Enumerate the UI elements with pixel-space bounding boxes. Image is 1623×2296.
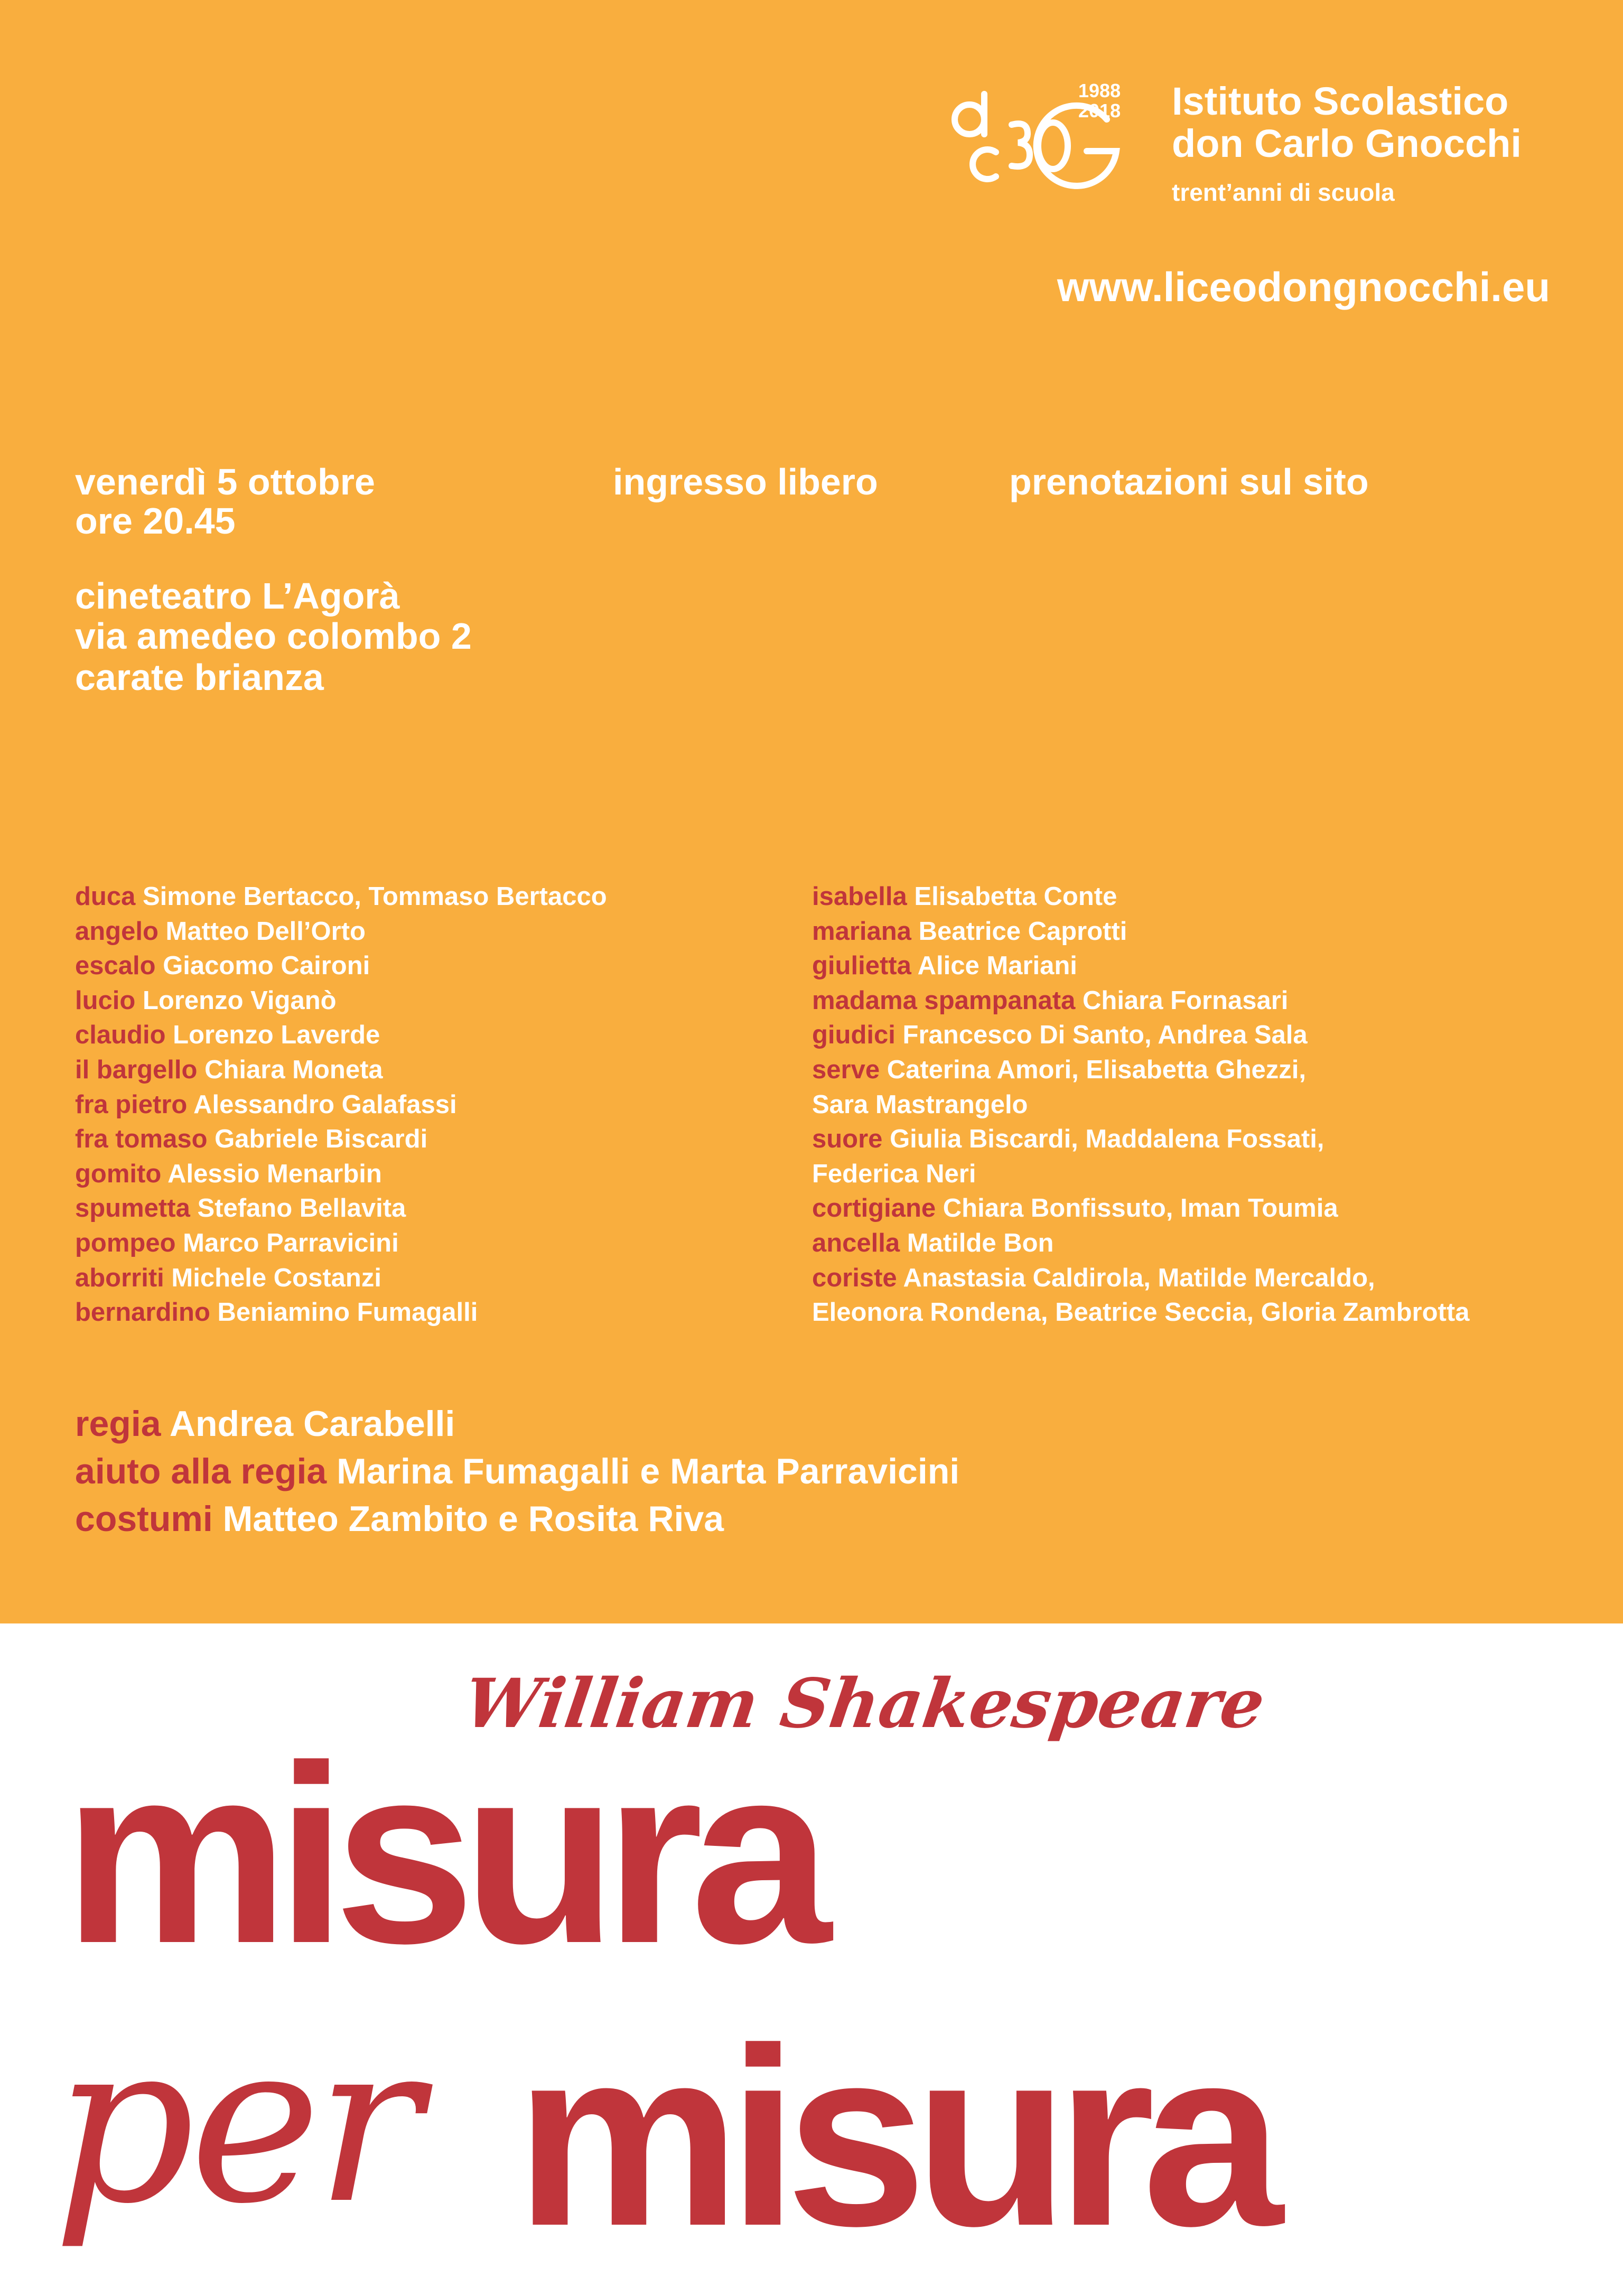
venue-line1: cineteatro L’Agorà <box>75 575 400 617</box>
website-link[interactable]: www.liceodongnocchi.eu <box>1057 264 1550 310</box>
cast-entry <box>75 1088 607 1123</box>
cast-entry-names: Caterina Amori, Elisabetta Ghezzi, <box>887 1055 1306 1084</box>
cast-entry-role: pompeo <box>75 1228 176 1257</box>
cast-entry-names: Elisabetta Conte <box>914 882 1117 911</box>
venue-line2: via amedeo colombo 2 <box>75 615 472 657</box>
cast-entry-names: Matteo Dell’Orto <box>165 917 366 946</box>
cast-entry-role: suore <box>812 1125 883 1154</box>
cast-list-right <box>812 880 1469 1330</box>
title-line3: misura <box>515 1995 1271 2279</box>
cast-entry <box>75 1226 607 1261</box>
cast-entry-names: Giacomo Caironi <box>163 951 370 981</box>
cast-entry <box>812 949 1469 984</box>
cast-entry <box>75 984 607 1019</box>
cast-entry <box>75 949 607 984</box>
cast-entry-names: Sara Mastrangelo <box>812 1090 1028 1119</box>
title-line2: per <box>53 1994 417 2253</box>
cast-entry-names: Eleonora Rondena, Beatrice Seccia, Gloria Zambrotta <box>812 1298 1470 1327</box>
cast-entry-role: serve <box>812 1055 880 1084</box>
cast-entry-names: Chiara Bonfissuto, Iman Toumia <box>943 1194 1338 1223</box>
cast-entry-role: escalo <box>75 951 156 981</box>
cast-entry <box>75 1157 607 1192</box>
institute-name-line1: Istituto Scolastico <box>1172 79 1509 123</box>
cast-entry-names: Francesco Di Santo, Andrea Sala <box>902 1021 1308 1050</box>
cast-entry-names: Anastasia Caldirola, Matilde Mercaldo, <box>903 1263 1375 1292</box>
cast-entry-role: coriste <box>812 1263 897 1292</box>
credits-list <box>75 1400 959 1543</box>
cast-entry <box>812 984 1469 1019</box>
cast-entry-role: cortigiane <box>812 1194 936 1223</box>
cast-entry-role: bernardino <box>75 1298 210 1327</box>
cast-entry-names: Simone Bertacco, Tommaso Bertacco <box>143 882 607 911</box>
event-time: ore 20.45 <box>75 500 236 542</box>
cast-entry <box>812 1157 1469 1192</box>
cast-entry-names: Beatrice Caprotti <box>918 917 1127 946</box>
cast-entry-names: Chiara Moneta <box>204 1055 383 1084</box>
event-entry: ingresso libero <box>613 461 878 502</box>
credit-entry-names: Andrea Carabelli <box>169 1404 455 1444</box>
cast-entry-role: angelo <box>75 917 158 946</box>
cast-entry-names: Lorenzo Viganò <box>142 986 337 1015</box>
cast-list-left <box>75 880 607 1330</box>
cast-entry <box>812 914 1469 949</box>
institute-logo-icon <box>948 73 1139 194</box>
cast-entry <box>75 1122 607 1157</box>
cast-entry-role: spumetta <box>75 1194 190 1223</box>
credit-entry-role: costumi <box>75 1499 213 1539</box>
cast-entry <box>75 880 607 914</box>
cast-entry-names: Alessandro Galafassi <box>193 1090 457 1119</box>
cast-entry-names: Beniamino Fumagalli <box>217 1298 478 1327</box>
cast-entry-names: Michele Costanzi <box>171 1263 381 1292</box>
credit-entry-role: regia <box>75 1404 161 1444</box>
cast-entry-names: Marco Parravicini <box>183 1228 399 1257</box>
cast-entry <box>75 1191 607 1226</box>
cast-entry-names: Chiara Fornasari <box>1083 986 1289 1015</box>
cast-entry-role: gomito <box>75 1159 162 1188</box>
cast-entry <box>812 1018 1469 1053</box>
cast-entry <box>812 1226 1469 1261</box>
cast-entry-names: Alice Mariani <box>917 951 1077 981</box>
cast-entry-role: giudici <box>812 1021 896 1050</box>
credit-entry <box>75 1495 959 1543</box>
cast-entry-role: lucio <box>75 986 136 1015</box>
cast-entry-role: claudio <box>75 1021 166 1050</box>
credit-entry-role: aiuto alla regia <box>75 1451 327 1491</box>
cast-entry <box>75 1018 607 1053</box>
cast-entry-role: aborriti <box>75 1263 164 1292</box>
cast-entry-names: Alessio Menarbin <box>167 1159 382 1188</box>
cast-entry-names: Matilde Bon <box>907 1228 1054 1257</box>
credit-entry-names: Matteo Zambito e Rosita Riva <box>222 1499 724 1539</box>
cast-entry <box>812 1122 1469 1157</box>
title-line1: misura <box>63 1712 819 1996</box>
cast-entry-role: fra pietro <box>75 1090 188 1119</box>
cast-entry <box>812 880 1469 914</box>
cast-entry <box>75 1295 607 1330</box>
cast-entry-names: Giulia Biscardi, Maddalena Fossati, <box>890 1125 1324 1154</box>
cast-entry-role: isabella <box>812 882 907 911</box>
cast-entry-names: Lorenzo Laverde <box>173 1021 380 1050</box>
credit-entry-names: Marina Fumagalli e Marta Parravicini <box>337 1451 960 1491</box>
cast-entry <box>75 1261 607 1296</box>
cast-entry <box>812 1191 1469 1226</box>
cast-entry <box>812 1261 1469 1296</box>
logo-years-top: 1988 <box>1078 80 1121 101</box>
credit-entry <box>75 1448 959 1495</box>
event-date: venerdì 5 ottobre <box>75 461 375 502</box>
cast-entry-names: Federica Neri <box>812 1159 976 1188</box>
credit-entry <box>75 1400 959 1448</box>
cast-entry-names: Gabriele Biscardi <box>214 1125 428 1154</box>
institute-name-line2: don Carlo Gnocchi <box>1172 122 1522 165</box>
cast-entry <box>812 1295 1469 1330</box>
cast-entry <box>75 914 607 949</box>
author-name: William Shakespeare <box>459 1664 1270 1743</box>
venue-line3: carate brianza <box>75 657 324 698</box>
cast-entry-names: Stefano Bellavita <box>197 1194 406 1223</box>
institute-tagline: trent’anni di scuola <box>1172 179 1395 206</box>
cast-entry-role: duca <box>75 882 136 911</box>
logo-years-bottom: 2018 <box>1078 100 1121 122</box>
cast-entry-role: mariana <box>812 917 911 946</box>
cast-entry-role: ancella <box>812 1228 900 1257</box>
cast-entry-role: il bargello <box>75 1055 198 1084</box>
cast-entry-role: madama spampanata <box>812 986 1076 1015</box>
cast-entry-role: fra tomaso <box>75 1125 208 1154</box>
cast-entry-role: giulietta <box>812 951 911 981</box>
cast-entry <box>75 1053 607 1088</box>
event-booking: prenotazioni sul sito <box>1009 461 1369 502</box>
cast-entry <box>812 1088 1469 1123</box>
cast-entry <box>812 1053 1469 1088</box>
